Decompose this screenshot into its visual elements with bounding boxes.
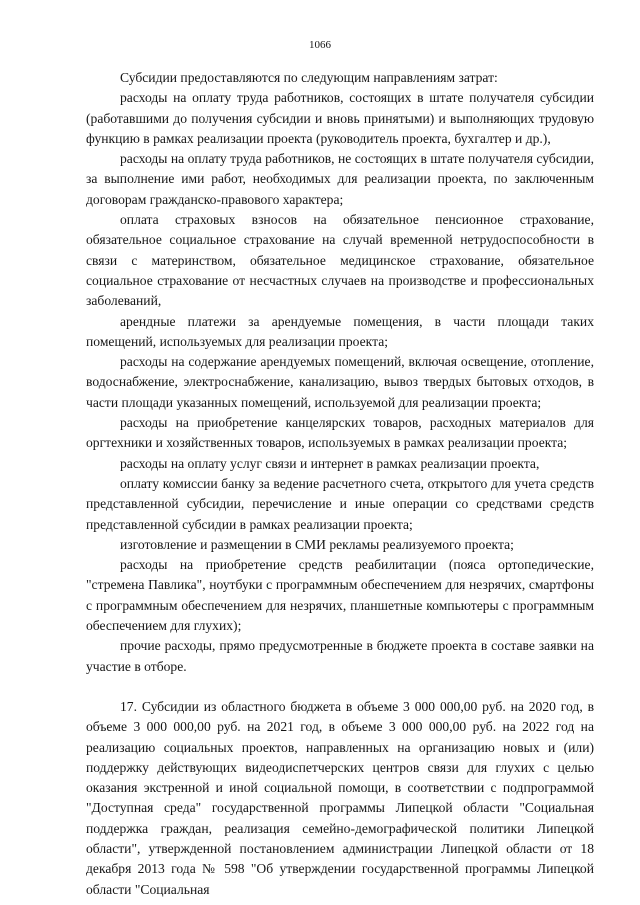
paragraph-rent: арендные платежи за арендуемые помещения, в части площади таких помещений, используемых для реализации проекта; [86, 313, 594, 349]
paragraph-rehabilitation: расходы на приобретение средств реабилитации (пояса ортопедические, "стремена Павлика", ноутбуки с программным обеспечением для незрячих, смартфоны с программным обеспечением для незрячих, планшетные компьютеры с программным обеспечением для глухих); [86, 557, 594, 634]
paragraph-stationery: расходы на приобретение канцелярских товаров, расходных материалов для оргтехники и хозяйственных товаров, используемых в рамках реализации проекта; [86, 415, 594, 451]
paragraph-communication: расходы на оплату услуг связи и интернет в рамках реализации проекта, [120, 455, 540, 471]
page-number: 1066 [309, 39, 331, 51]
paragraph-bank-fee: оплату комиссии банку за ведение расчетного счета, открытого для учета средств представленной субсидии, перечисление и иные операции со средствами средств представленной субсидии в рамках реализации проекта; [86, 475, 594, 532]
paragraph-staff-salary: расходы на оплату труда работников, состоящих в штате получателя субсидии (работавшими до получения субсидии и вновь принятыми) и выполняющих трудовую функцию в рамках реализации проекта (руководитель проекта, бухгалтер и др.), [86, 90, 594, 146]
paragraph-intro: Субсидии предоставляются по следующим направлениям затрат: [120, 70, 498, 85]
paragraph-contract-salary: расходы на оплату труда работников, не состоящих в штате получателя субсидии, за выполнение ими работ, необходимых для реализации проекта, по заключенным договорам гражданско-правового характера; [86, 151, 594, 207]
paragraph-insurance: оплата страховых взносов на обязательное пенсионное страхование, обязательное социальное страхование на случай временной нетрудоспособности в связи с материнством, обязательное медицинское страхование, обязательное социальное страхование от несчастных случаев на производстве и профессиональных заболеваний, [86, 212, 594, 309]
paragraph-maintenance: расходы на содержание арендуемых помещений, включая освещение, отопление, водоснабжение, электроснабжение, канализацию, вывоз твердых бытовых отходов, в части площади указанных помещений, используемой для реализации проекта; [86, 354, 594, 410]
paragraph-section-17: 17. Субсидии из областного бюджета в объеме 3 000 000,00 руб. на 2020 год, в объеме 3 000 000,00 руб. на 2021 год, в объеме 3 000 000,00 руб. на 2022 год на реализацию социальных проектов, направленных на организацию новых и (или) поддержку действующих видеодиспетчерских центров связи для глухих с целью оказания экстренной и иной социальной помощи, в соответствии с подпрограммой "Доступная среда" государственной программы Липецкой области "Социальная поддержка граждан, реализация семейно-демографической политики Липецкой области", утвержденной постановлением администрации Липецкой области от 18 декабря 2013 года № 598 "Об утверждении государственной программы Липецкой области "Социальная [86, 698, 594, 897]
paragraph-other-expenses: прочие расходы, прямо предусмотренные в бюджете проекта в составе заявки на участие в отборе. [86, 638, 594, 674]
paragraph-gap [86, 677, 594, 697]
paragraph-advertising: изготовление и размещении в СМИ рекламы реализуемого проекта; [120, 536, 514, 552]
document-body [86, 68, 594, 900]
